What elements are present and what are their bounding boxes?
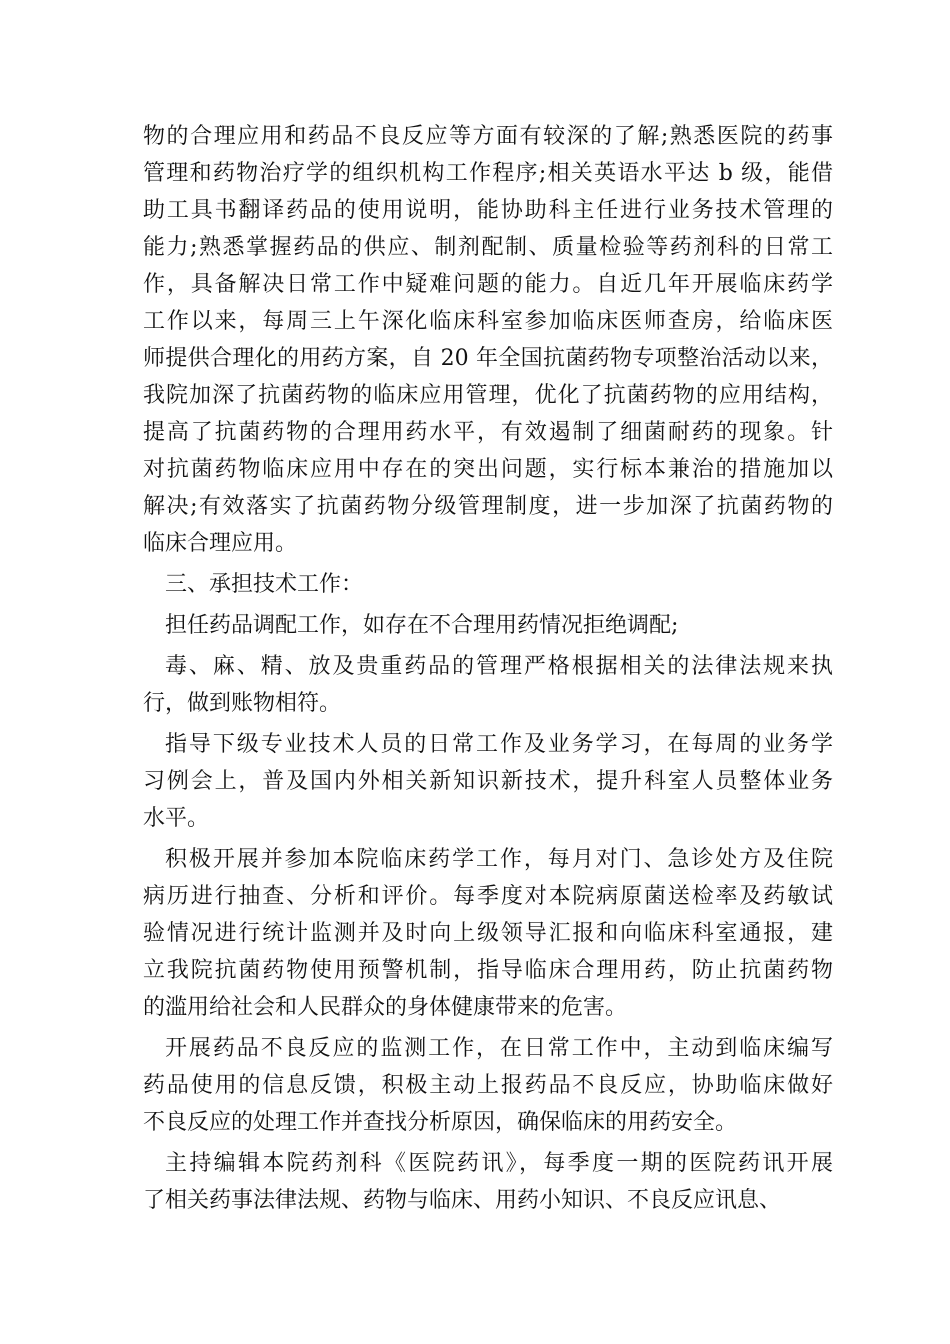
text-line: 临床合理应用。: [143, 531, 298, 556]
text-line: 主持编辑本院药剂科《医院药讯》，每季度一期的医院药讯开展: [165, 1151, 833, 1176]
text-line: 药品使用的信息反馈，积极主动上报药品不良反应，协助临床做好: [143, 1073, 833, 1098]
text-line: 我院加深了抗菌药物的临床应用管理，优化了抗菌药物的应用结构，: [143, 383, 833, 408]
text-line: 工作以来，每周三上午深化临床科室参加临床医师查房，给临床医: [143, 309, 833, 334]
paragraph: [143, 1030, 833, 1141]
text-line: 积极开展并参加本院临床药学工作，每月对门、急诊处方及住院: [165, 847, 833, 872]
text-line: 的滥用给社会和人民群众的身体健康带来的危害。: [143, 995, 628, 1020]
text-line: 三、承担技术工作：: [165, 572, 364, 597]
text-line: 病历进行抽查、分析和评价。每季度对本院病原菌送检率及药敏试: [143, 884, 833, 909]
text-line: 习例会上，普及国内外相关新知识新技术，提升科室人员整体业务: [143, 769, 833, 794]
paragraph: [143, 648, 833, 722]
text-line: 作，具备解决日常工作中疑难问题的能力。自近几年开展临床药学: [143, 272, 833, 297]
paragraph: [143, 607, 833, 644]
paragraph: [143, 841, 833, 1026]
text-line: 行，做到账物相符。: [143, 691, 342, 716]
text-line: 指导下级专业技术人员的日常工作及业务学习，在每周的业务学: [165, 732, 833, 757]
text-line: 能力;熟悉掌握药品的供应、制剂配制、质量检验等药剂科的日常工: [143, 235, 833, 260]
text-line: 不良反应的处理工作并查找分析原因，确保临床的用药安全。: [143, 1110, 738, 1135]
text-line: 了相关药事法律法规、药物与临床、用药小知识、不良反应讯息、: [143, 1188, 782, 1213]
text-line: 毒、麻、精、放及贵重药品的管理严格根据相关的法律法规来执: [165, 654, 833, 679]
text-line: 管理和药物治疗学的组织机构工作程序;相关英语水平达 b 级，能借: [143, 161, 833, 186]
paragraph: [143, 726, 833, 837]
text-line: 立我院抗菌药物使用预警机制，指导临床合理用药，防止抗菌药物: [143, 958, 833, 983]
paragraph: [143, 1145, 833, 1219]
text-line: 开展药品不良反应的监测工作，在日常工作中，主动到临床编写: [165, 1036, 833, 1061]
text-line: 对抗菌药物临床应用中存在的突出问题，实行标本兼治的措施加以: [143, 457, 833, 482]
paragraph: [143, 566, 833, 603]
text-line: 担任药品调配工作，如存在不合理用药情况拒绝调配;: [165, 613, 679, 638]
paragraph: [143, 118, 833, 562]
text-line: 水平。: [143, 806, 210, 831]
text-line: 提高了抗菌药物的合理用药水平，有效遏制了细菌耐药的现象。针: [143, 420, 833, 445]
text-line: 物的合理应用和药品不良反应等方面有较深的了解;熟悉医院的药事: [143, 124, 833, 149]
document-body: [143, 118, 833, 1219]
text-line: 助工具书翻译药品的使用说明，能协助科主任进行业务技术管理的: [143, 198, 833, 223]
text-line: 解决;有效落实了抗菌药物分级管理制度，进一步加深了抗菌药物的: [143, 494, 833, 519]
text-line: 验情况进行统计监测并及时向上级领导汇报和向临床科室通报，建: [143, 921, 833, 946]
text-line: 师提供合理化的用药方案，自 20 年全国抗菌药物专项整治活动以来，: [143, 346, 833, 371]
